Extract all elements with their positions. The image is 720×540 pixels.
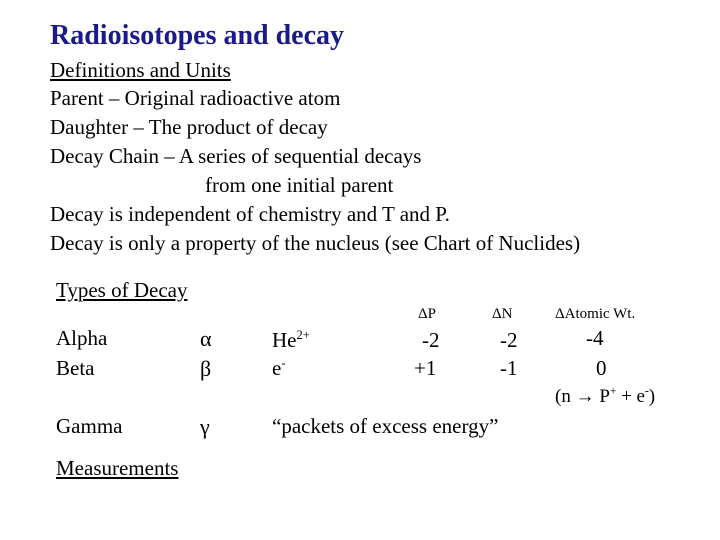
page-title: Radioisotopes and decay (50, 20, 345, 51)
measurements-heading: Measurements (56, 456, 179, 480)
definition-decay-chain-cont: from one initial parent (205, 173, 394, 197)
alpha-delta-wt: -4 (586, 326, 604, 350)
beta-decay-equation: (n → P+ + e-) (555, 385, 656, 407)
beta-symbol: β (200, 356, 212, 381)
col-delta-n: ΔN (492, 306, 513, 322)
beta-delta-wt: 0 (596, 356, 607, 380)
col-delta-p: ΔP (418, 306, 436, 322)
definition-daughter: Daughter – The product of decay (50, 115, 328, 139)
alpha-name: Alpha (56, 326, 108, 350)
definitions-heading: Definitions and Units (50, 58, 231, 82)
gamma-name: Gamma (56, 414, 123, 438)
statement-chemistry: Decay is independent of chemistry and T and P. (50, 202, 450, 226)
alpha-symbol: α (200, 326, 212, 351)
beta-delta-p: +1 (414, 356, 437, 380)
alpha-delta-n: -2 (500, 328, 518, 352)
beta-name: Beta (56, 356, 95, 380)
col-delta-atomic-wt: ΔAtomic Wt. (555, 306, 636, 322)
alpha-particle: $He^{2+}$ (272, 328, 310, 352)
alpha-delta-p: -2 (422, 328, 440, 352)
definition-decay-chain: Decay Chain – A series of sequential decays (50, 144, 422, 168)
beta-delta-n: -1 (500, 356, 518, 380)
statement-nucleus: Decay is only a property of the nucleus (see Chart of Nuclides) (50, 231, 581, 255)
gamma-symbol: γ (200, 414, 210, 439)
types-heading: Types of Decay (56, 278, 188, 302)
gamma-description: “packets of excess energy” (272, 414, 499, 438)
beta-particle: e- (272, 356, 286, 380)
definition-parent: Parent – Original radioactive atom (50, 86, 341, 110)
